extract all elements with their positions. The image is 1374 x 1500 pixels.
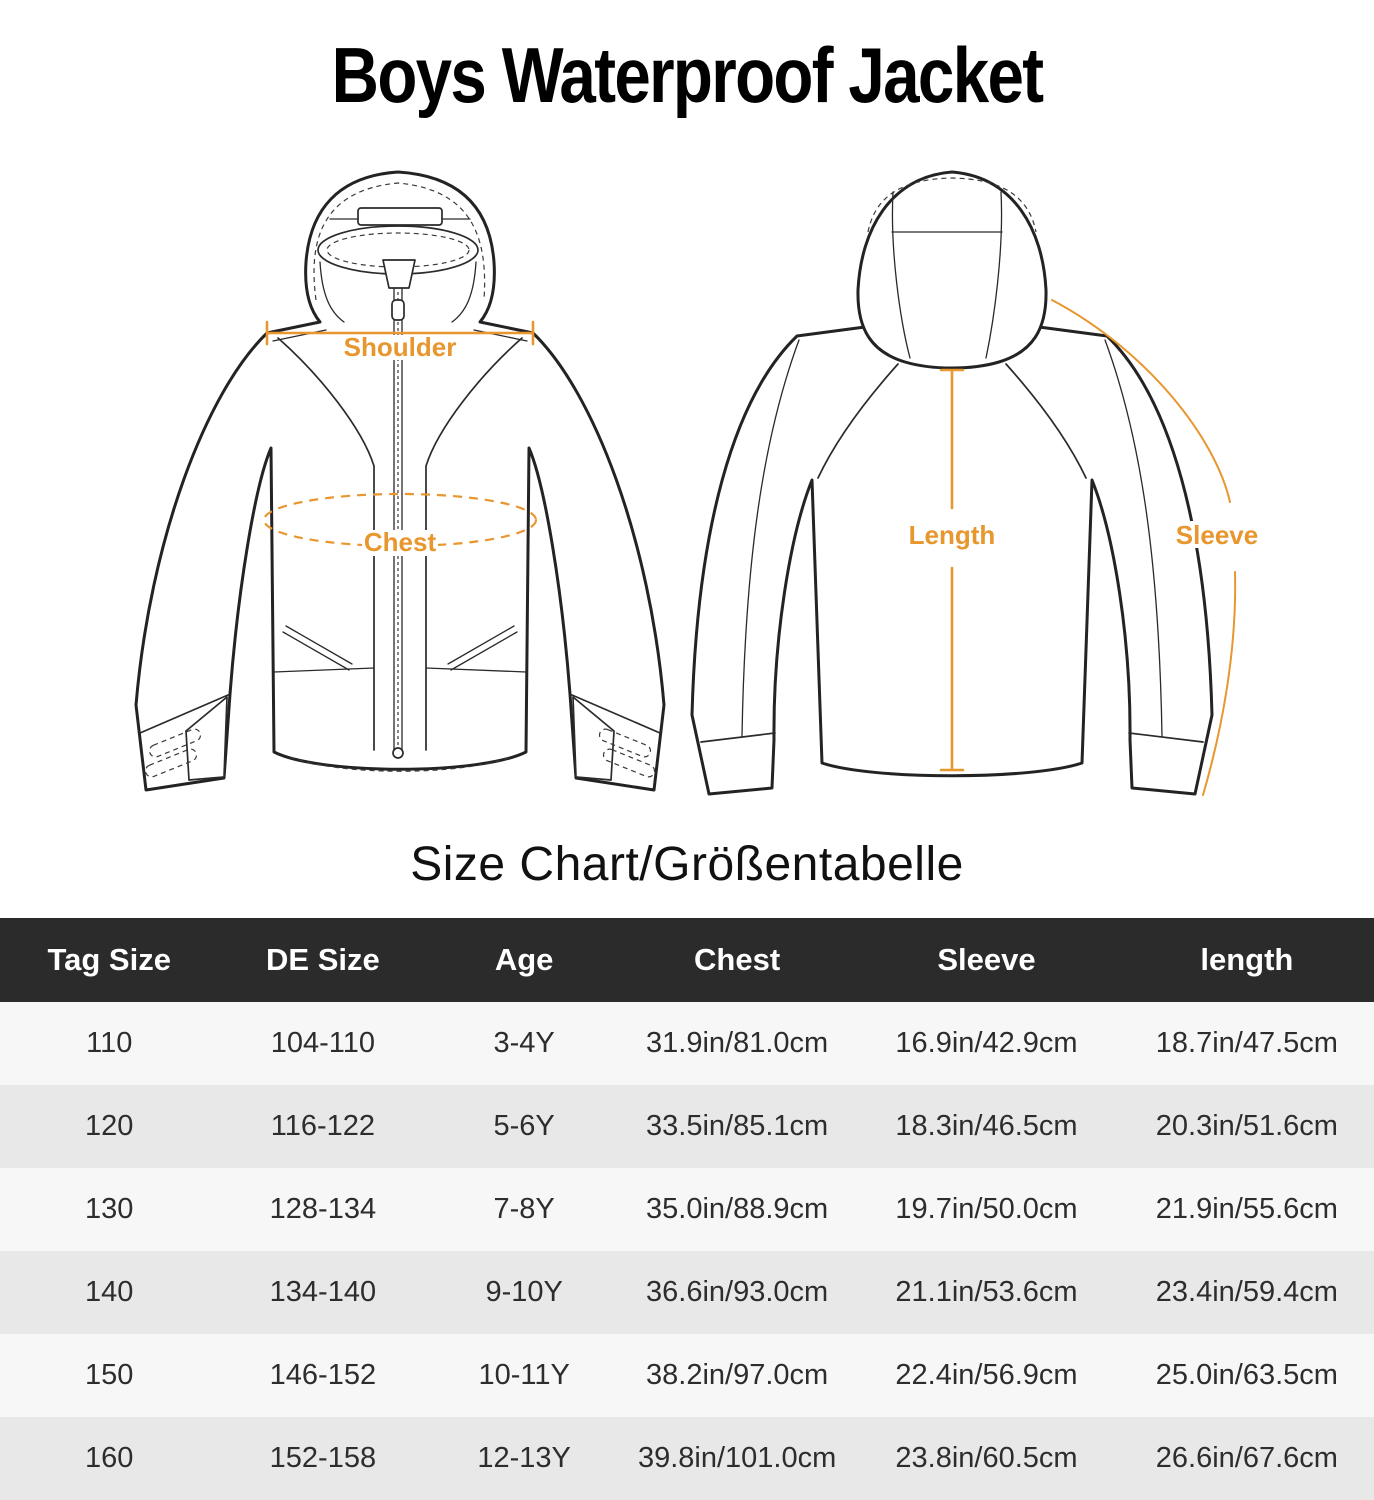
cell-length: 23.4in/59.4cm [1120,1251,1374,1334]
column-header-de-size: DE Size [218,918,427,1002]
cell-age: 3-4Y [427,1002,621,1085]
table-row-150 [0,1334,1374,1417]
table-row-160 [0,1417,1374,1500]
size-chart-heading: Size Chart/Größentabelle [410,837,964,891]
cell-length: 25.0in/63.5cm [1120,1334,1374,1417]
cell-chest: 31.9in/81.0cm [621,1002,853,1085]
cell-length: 20.3in/51.6cm [1120,1085,1374,1168]
cell-age: 5-6Y [427,1085,621,1168]
back-hood [858,172,1046,368]
cell-sleeve: 19.7in/50.0cm [853,1168,1120,1251]
jacket-diagram-svg [0,150,1374,810]
column-header-length: length [1120,918,1374,1002]
table-row-130 [0,1168,1374,1251]
column-header-sleeve: Sleeve [853,918,1120,1002]
cell-age: 7-8Y [427,1168,621,1251]
cell-de-size: 152-158 [218,1417,427,1500]
shoulder-label: Shoulder [343,332,457,362]
table-header-row [0,918,1374,1002]
table-row-120 [0,1085,1374,1168]
cell-length: 26.6in/67.6cm [1120,1417,1374,1500]
cell-chest: 35.0in/88.9cm [621,1168,853,1251]
length-label: Length [908,520,996,550]
sleeve-label: Sleeve [1175,520,1259,550]
hood-adjuster-tab [358,208,442,225]
column-header-chest: Chest [621,918,853,1002]
cell-sleeve: 18.3in/46.5cm [853,1085,1120,1168]
cell-sleeve: 21.1in/53.6cm [853,1251,1120,1334]
table-row-110 [0,1002,1374,1085]
cell-tag-size: 120 [0,1085,218,1168]
cell-age: 12-13Y [427,1417,621,1500]
section-heading-band [0,810,1374,918]
chest-label: Chest [363,527,437,557]
cell-sleeve: 16.9in/42.9cm [853,1002,1120,1085]
cell-tag-size: 130 [0,1168,218,1251]
title-band [0,0,1374,150]
cell-de-size: 116-122 [218,1085,427,1168]
column-header-age: Age [427,918,621,1002]
cell-sleeve: 22.4in/56.9cm [853,1334,1120,1417]
cell-chest: 33.5in/85.1cm [621,1085,853,1168]
column-header-tag-size: Tag Size [0,918,218,1002]
cell-sleeve: 23.8in/60.5cm [853,1417,1120,1500]
cell-de-size: 104-110 [218,1002,427,1085]
jacket-measurement-diagram [0,150,1374,810]
cell-chest: 39.8in/101.0cm [621,1417,853,1500]
product-title: Boys Waterproof Jacket [331,31,1043,119]
front-jacket-drawing [136,172,664,790]
size-chart-table [0,918,1374,1500]
cell-de-size: 146-152 [218,1334,427,1417]
cell-tag-size: 140 [0,1251,218,1334]
cell-length: 18.7in/47.5cm [1120,1002,1374,1085]
cell-length: 21.9in/55.6cm [1120,1168,1374,1251]
zipper-pull [392,300,404,320]
cell-tag-size: 150 [0,1334,218,1417]
cell-chest: 36.6in/93.0cm [621,1251,853,1334]
cell-chest: 38.2in/97.0cm [621,1334,853,1417]
table-row-140 [0,1251,1374,1334]
cell-age: 10-11Y [427,1334,621,1417]
cell-de-size: 128-134 [218,1168,427,1251]
back-jacket-drawing [692,172,1260,795]
cell-tag-size: 160 [0,1417,218,1500]
cell-de-size: 134-140 [218,1251,427,1334]
cell-age: 9-10Y [427,1251,621,1334]
cell-tag-size: 110 [0,1002,218,1085]
